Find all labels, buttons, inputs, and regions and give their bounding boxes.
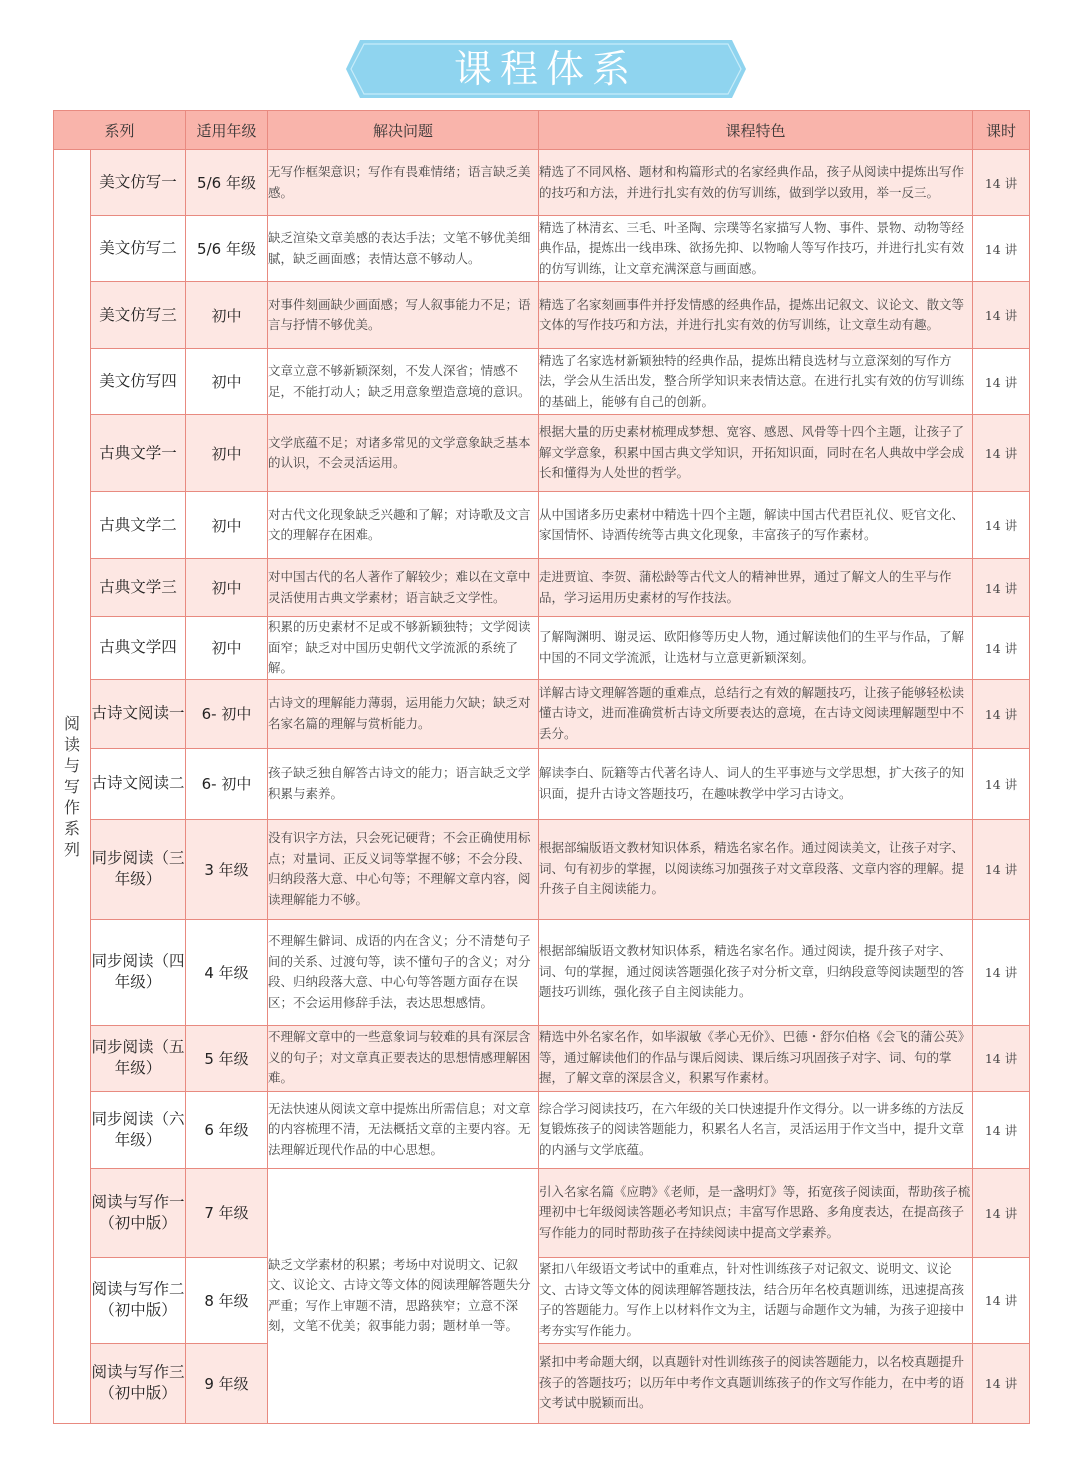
table-row xyxy=(54,216,1030,282)
course-feature: 根据部编版语文教材知识体系，精选名家名作。通过阅读美文，让孩子对字、词、句有初步的掌握，以阅读练习加强孩子对文章段落、文章内容的理解。提升孩子自主阅读能力。 xyxy=(539,819,973,919)
course-name: 古典文学一 xyxy=(91,415,186,492)
course-grade: 6 年级 xyxy=(186,1091,268,1168)
course-feature: 了解陶渊明、谢灵运、欧阳修等历史人物，通过解读他们的生平与作品，了解中国的不同文学流派，让选材与立意更新颖深刻。 xyxy=(539,617,973,680)
course-feature: 详解古诗文理解答题的重难点，总结行之有效的解题技巧，让孩子能够轻松读懂古诗文，进而准确赏析古诗文所要表达的意境，在古诗文阅读理解题型中不丢分。 xyxy=(539,679,973,748)
course-feature: 根据部编版语文教材知识体系，精选名家名作。通过阅读，提升孩子对字、词、句的掌握，通过阅读答题强化孩子对分析文章，归纳段意等阅读题型的答题技巧训练，强化孩子自主阅读能力。 xyxy=(539,919,973,1025)
course-grade: 初中 xyxy=(186,492,268,559)
course-problem: 不理解生僻词、成语的内在含义；分不清楚句子间的关系、过渡句等，读不懂句子的含义；对分段、归纳段落大意、中心句等答题方面存在误区；不会运用修辞手法，表达思想感情。 xyxy=(268,919,539,1025)
course-hours: 14 讲 xyxy=(973,492,1030,559)
table-header-row xyxy=(54,111,1030,150)
course-hours: 14 讲 xyxy=(973,1257,1030,1343)
course-name: 阅读与写作三（初中版） xyxy=(91,1343,186,1423)
header-grade: 适用年级 xyxy=(186,111,268,150)
course-name: 古诗文阅读二 xyxy=(91,748,186,819)
course-feature: 解读李白、阮籍等古代著名诗人、词人的生平事迹与文学思想，扩大孩子的知识面，提升古诗文答题技巧，在趣味教学中学习古诗文。 xyxy=(539,748,973,819)
course-problem: 古诗文的理解能力薄弱，运用能力欠缺；缺乏对名家名篇的理解与赏析能力。 xyxy=(268,679,539,748)
table-row xyxy=(54,1257,1030,1343)
course-grade: 5 年级 xyxy=(186,1025,268,1091)
course-grade: 初中 xyxy=(186,349,268,415)
course-grade: 初中 xyxy=(186,415,268,492)
course-grade: 初中 xyxy=(186,282,268,349)
course-hours: 14 讲 xyxy=(973,349,1030,415)
course-name: 古诗文阅读一 xyxy=(91,679,186,748)
course-name: 美文仿写三 xyxy=(91,282,186,349)
course-table xyxy=(53,110,1030,1424)
table-row xyxy=(54,492,1030,559)
course-name: 美文仿写四 xyxy=(91,349,186,415)
table-row xyxy=(54,559,1030,617)
table-row xyxy=(54,1168,1030,1257)
course-hours: 14 讲 xyxy=(973,617,1030,680)
course-problem: 没有识字方法，只会死记硬背；不会正确使用标点；对量词、正反义词等掌握不够；不会分段、归纳段落大意、中心句等；不理解文章内容，阅读理解能力不够。 xyxy=(268,819,539,919)
course-name: 同步阅读（三年级） xyxy=(91,819,186,919)
course-problem: 积累的历史素材不足或不够新颖独特；文学阅读面窄；缺乏对中国历史朝代文学流派的系统了解。 xyxy=(268,617,539,680)
course-hours: 14 讲 xyxy=(973,1091,1030,1168)
course-hours: 14 讲 xyxy=(973,1343,1030,1423)
table-row xyxy=(54,415,1030,492)
table-row xyxy=(54,819,1030,919)
course-problem: 对古代文化现象缺乏兴趣和了解；对诗歌及文言文的理解存在困难。 xyxy=(268,492,539,559)
course-grade: 5/6 年级 xyxy=(186,150,268,216)
course-hours: 14 讲 xyxy=(973,819,1030,919)
course-feature: 紧扣中考命题大纲，以真题针对性训练孩子的阅读答题能力，以名校真题提升孩子的答题技巧；以历年中考作文真题训练孩子的作文写作能力，在中考的语文考试中脱颖而出。 xyxy=(539,1343,973,1423)
course-feature: 走进贾谊、李贺、蒲松龄等古代文人的精神世界，通过了解文人的生平与作品，学习运用历史素材的写作技法。 xyxy=(539,559,973,617)
course-problem: 对事件刻画缺少画面感；写人叙事能力不足；语言与抒情不够优美。 xyxy=(268,282,539,349)
course-hours: 14 讲 xyxy=(973,559,1030,617)
page-title: 课程体系 xyxy=(453,47,638,91)
course-grade: 8 年级 xyxy=(186,1257,268,1343)
header-feature: 课程特色 xyxy=(539,111,973,150)
course-feature: 精选了名家刻画事件并抒发情感的经典作品，提炼出记叙文、议论文、散文等文体的写作技巧和方法，并进行扎实有效的仿写训练，让文章生动有趣。 xyxy=(539,282,973,349)
course-grade: 6- 初中 xyxy=(186,748,268,819)
course-feature: 精选了名家选材新颖独特的经典作品，提炼出精良选材与立意深刻的写作方法，学会从生活出发，整合所学知识来表情达意。在进行扎实有效的仿写训练的基础上，能够有自己的创新。 xyxy=(539,349,973,415)
course-grade: 7 年级 xyxy=(186,1168,268,1257)
header-series: 系列 xyxy=(54,111,186,150)
course-name: 美文仿写一 xyxy=(91,150,186,216)
course-feature: 根据大量的历史素材梳理成梦想、宽容、感恩、风骨等十四个主题，让孩子了解文学意象，积累中国古典文学知识，开拓知识面，同时在名人典故中学会成长和懂得为人处世的哲学。 xyxy=(539,415,973,492)
table-row xyxy=(54,282,1030,349)
course-hours: 14 讲 xyxy=(973,415,1030,492)
course-hours: 14 讲 xyxy=(973,748,1030,819)
course-problem: 缺乏渲染文章美感的表达手法；文笔不够优美细腻，缺乏画面感；表情达意不够动人。 xyxy=(268,216,539,282)
course-name: 美文仿写二 xyxy=(91,216,186,282)
course-feature: 综合学习阅读技巧，在六年级的关口快速提升作文得分。以一讲多练的方法反复锻炼孩子的阅读答题能力，积累名人名言，灵活运用于作文当中，提升文章的内涵与文学底蕴。 xyxy=(539,1091,973,1168)
table-row xyxy=(54,349,1030,415)
course-feature: 精选了林清玄、三毛、叶圣陶、宗璞等名家描写人物、事件、景物、动物等经典作品，提炼出一线串珠、欲扬先抑、以物喻人等写作技巧，并进行扎实有效的仿写训练，让文章充满深意与画面感。 xyxy=(539,216,973,282)
course-name: 古典文学三 xyxy=(91,559,186,617)
course-grade: 3 年级 xyxy=(186,819,268,919)
course-grade: 5/6 年级 xyxy=(186,216,268,282)
course-name: 古典文学四 xyxy=(91,617,186,680)
course-feature: 引入名家名篇《应聘》《老师，是一盏明灯》等，拓宽孩子阅读面，帮助孩子梳理初中七年级阅读答题必考知识点；丰富写作思路、多角度表达，在提高孩子写作能力的同时帮助孩子在持续阅读中提高文学素养。 xyxy=(539,1168,973,1257)
table-row xyxy=(54,1091,1030,1168)
course-feature: 精选了不同风格、题材和构篇形式的名家经典作品，孩子从阅读中提炼出写作的技巧和方法，并进行扎实有效的仿写训练，做到学以致用，举一反三。 xyxy=(539,150,973,216)
course-name: 同步阅读（六年级） xyxy=(91,1091,186,1168)
course-grade: 9 年级 xyxy=(186,1343,268,1423)
series-label: 阅读与写作系列 xyxy=(63,713,80,859)
header-hours: 课时 xyxy=(973,111,1030,150)
course-problem: 对中国古代的名人著作了解较少；难以在文章中灵活使用古典文学素材；语言缺乏文学性。 xyxy=(268,559,539,617)
table-row xyxy=(54,679,1030,748)
course-hours: 14 讲 xyxy=(973,150,1030,216)
course-problem: 孩子缺乏独自解答古诗文的能力；语言缺乏文学积累与素养。 xyxy=(268,748,539,819)
course-feature: 精选中外名家名作，如毕淑敏《孝心无价》、巴德・舒尔伯格《会飞的蒲公英》等，通过解读他们的作品与课后阅读、课后练习巩固孩子对字、词、句的掌握，了解文章的深层含义，积累写作素材。 xyxy=(539,1025,973,1091)
course-feature: 从中国诸多历史素材中精选十四个主题，解读中国古代君臣礼仪、贬官文化、家国情怀、诗酒传统等古典文化现象，丰富孩子的写作素材。 xyxy=(539,492,973,559)
course-grade: 初中 xyxy=(186,559,268,617)
table-row xyxy=(54,617,1030,680)
course-hours: 14 讲 xyxy=(973,679,1030,748)
course-grade: 6- 初中 xyxy=(186,679,268,748)
course-name: 古典文学二 xyxy=(91,492,186,559)
table-row xyxy=(54,748,1030,819)
course-problem: 不理解文章中的一些意象词与较难的具有深层含义的句子；对文章真正要表达的思想情感理解困难。 xyxy=(268,1025,539,1091)
course-name: 阅读与写作一（初中版） xyxy=(91,1168,186,1257)
table-row xyxy=(54,919,1030,1025)
course-grade: 4 年级 xyxy=(186,919,268,1025)
table-row xyxy=(54,1343,1030,1423)
course-hours: 14 讲 xyxy=(973,919,1030,1025)
course-problem: 文章立意不够新颖深刻，不发人深省；情感不足，不能打动人；缺乏用意象塑造意境的意识。 xyxy=(268,349,539,415)
course-name: 阅读与写作二（初中版） xyxy=(91,1257,186,1343)
course-grade: 初中 xyxy=(186,617,268,680)
course-name: 同步阅读（四年级） xyxy=(91,919,186,1025)
course-name: 同步阅读（五年级） xyxy=(91,1025,186,1091)
series-cell xyxy=(54,150,91,1424)
header-problem: 解决问题 xyxy=(268,111,539,150)
title-banner xyxy=(346,40,746,98)
course-hours: 14 讲 xyxy=(973,216,1030,282)
course-hours: 14 讲 xyxy=(973,1168,1030,1257)
table-row xyxy=(54,1025,1030,1091)
course-problem: 无写作框架意识；写作有畏难情绪；语言缺乏美感。 xyxy=(268,150,539,216)
course-problem: 无法快速从阅读文章中提炼出所需信息；对文章的内容梳理不清，无法概括文章的主要内容。无法理解近现代作品的中心思想。 xyxy=(268,1091,539,1168)
course-problem: 文学底蕴不足；对诸多常见的文学意象缺乏基本的认识，不会灵活运用。 xyxy=(268,415,539,492)
course-problem: 缺乏文学素材的积累；考场中对说明文、记叙文、议论文、古诗文等文体的阅读理解答题失分严重；写作上审题不清，思路狭窄；立意不深刻，文笔不优美；叙事能力弱；题材单一等。 xyxy=(268,1168,539,1423)
course-hours: 14 讲 xyxy=(973,282,1030,349)
course-hours: 14 讲 xyxy=(973,1025,1030,1091)
course-feature: 紧扣八年级语文考试中的重难点，针对性训练孩子对记叙文、说明文、议论文、古诗文等文体的阅读理解答题技法，结合历年名校真题训练，迅速提高孩子的答题能力。写作上以材料作文为主，话题与命题作文为辅，为孩子迎接中考夯实写作能力。 xyxy=(539,1257,973,1343)
table-row xyxy=(54,150,1030,216)
